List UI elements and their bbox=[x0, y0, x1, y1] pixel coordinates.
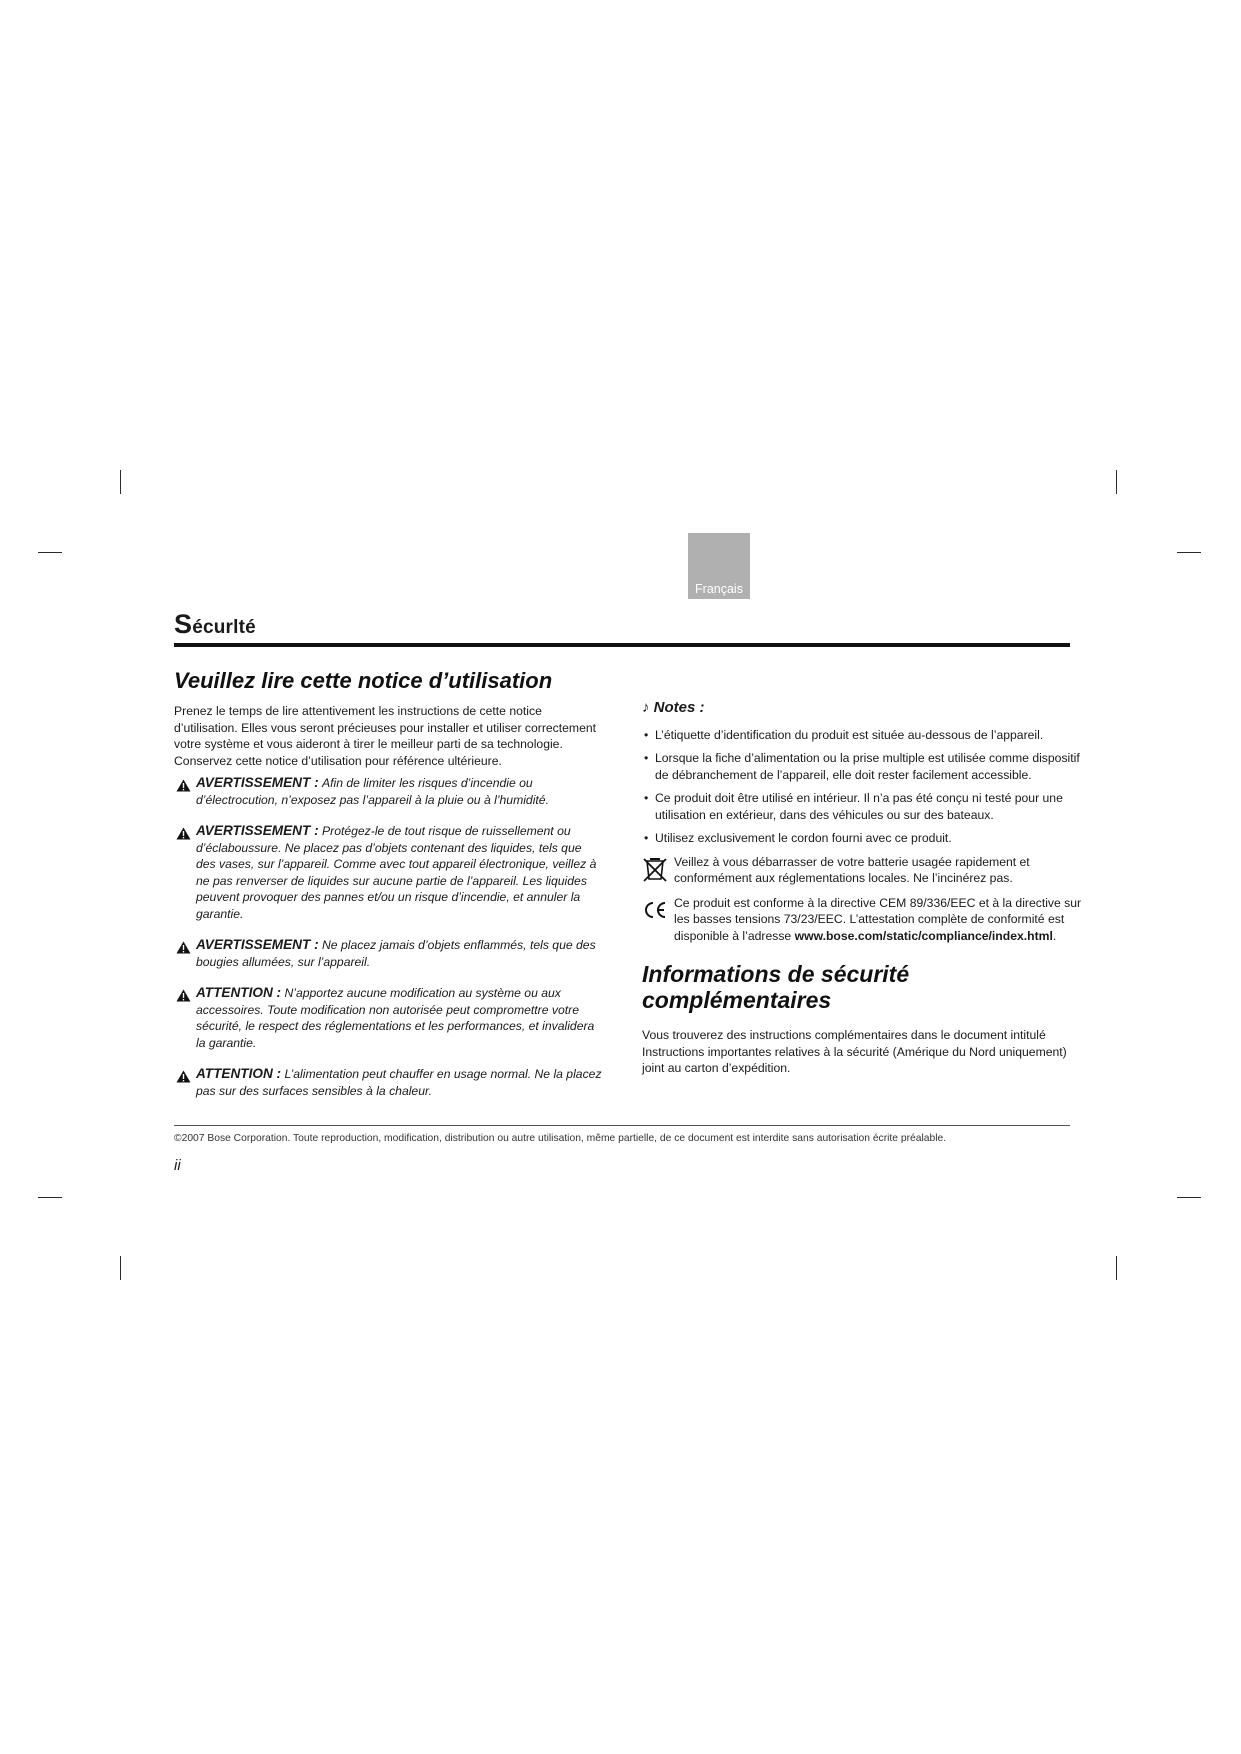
warning-text: Afin de limiter les risques d’incendie ou d’électrocution, n’exposez pas l’appareil à la pluie ou à l’humidité. bbox=[196, 776, 549, 807]
warning-triangle-icon bbox=[176, 941, 191, 954]
main-heading: Veuillez lire cette notice d’utilisation bbox=[174, 668, 553, 693]
note-item: • Ce produit doit être utilisé en intérieur. Il n’a pas été conçu ni testé pour une utilisation en extérieur, dans des véhicules ou sur des bateaux. bbox=[642, 790, 1092, 823]
right-column bbox=[642, 700, 1092, 1077]
warning-triangle-icon bbox=[176, 779, 191, 792]
ce-compliance-suffix: . bbox=[1052, 928, 1057, 943]
copyright-notice: ©2007 Bose Corporation. Toute reproduction, modification, distribution ou autre utilisation, même partielle, de ce document est interdite sans autorisation écrite préalable. bbox=[174, 1133, 947, 1144]
crop-mark-lower-left bbox=[38, 1197, 62, 1198]
warning-label: AVERTISSEMENT : bbox=[196, 823, 319, 838]
warning-triangle-icon bbox=[176, 989, 191, 1002]
warning-1 bbox=[174, 775, 604, 808]
notes-list bbox=[642, 727, 1092, 847]
crossed-out-bin-icon bbox=[642, 855, 668, 883]
battery-disposal-text: Veillez à vous débarrasser de votre batterie usagée rapidement et conformément aux réglementations locales. Ne l’incinérez pas. bbox=[674, 854, 1030, 885]
warning-text: Ne placez jamais d’objets enflammés, tels que des bougies allumées, sur l’appareil. bbox=[196, 938, 596, 969]
crop-mark-upper-left bbox=[38, 552, 62, 553]
warning-label: AVERTISSEMENT : bbox=[196, 775, 319, 790]
notes-heading: ♪ Notes : bbox=[642, 699, 705, 716]
language-tab bbox=[688, 533, 750, 599]
compliance-url[interactable]: www.bose.com/static/compliance/index.html bbox=[794, 928, 1053, 943]
crop-mark-bottom-right bbox=[1116, 1256, 1117, 1280]
section-title: Sécurlté bbox=[174, 609, 256, 639]
additional-info-heading: Informations de sécurité complémentaires bbox=[642, 961, 910, 1013]
intro-paragraph: Prenez le temps de lire attentivement les instructions de cette notice d’utilisation. Elles vous seront précieuses pour installer et utiliser correctement votre système et vous aideront à tirer le meilleur parti de sa technologie. Conservez cette notice d’utilisation pour référence ultérieure. bbox=[174, 704, 597, 768]
page-number: ii bbox=[174, 1157, 181, 1174]
additional-info-text: Vous trouverez des instructions complémentaires dans le document intitulé Instructions importantes relatives à la sécurité (Amérique du Nord uniquement) joint au carton d’expédition. bbox=[642, 1028, 1067, 1075]
warning-2 bbox=[174, 823, 604, 922]
crop-mark-upper-right bbox=[1177, 552, 1201, 553]
left-column bbox=[174, 668, 604, 1114]
note-item: • Lorsque la fiche d’alimentation ou la prise multiple est utilisée comme dispositif de débranchement de l’appareil, elle doit rester facilement accessible. bbox=[642, 750, 1092, 783]
language-tab-label: Français bbox=[695, 582, 743, 596]
warning-label: AVERTISSEMENT : bbox=[196, 937, 319, 952]
note-item: • Utilisez exclusivement le cordon fourni avec ce produit. bbox=[642, 830, 1092, 847]
note-item: • L’étiquette d’identification du produit est située au-dessous de l’appareil. bbox=[642, 727, 1092, 744]
battery-disposal-note bbox=[642, 854, 1092, 887]
footer-rule bbox=[174, 1125, 1070, 1126]
warning-text: Protégez-le de tout risque de ruissellement ou d’éclaboussure. Ne placez pas d’objets contenant des liquides, tels que des vases, sur l’appareil. Comme avec tout appareil électronique, veillez à ne pas renverser de liquides sur aucune partie de l’appareil. Les liquides peuvent provoquer des pannes et/ou un risque d’incendie, et annuler la garantie. bbox=[196, 824, 597, 921]
ce-compliance-text: Ce produit est conforme à la directive CEM 89/336/EEC et à la directive sur les basses tensions 73/23/EEC. L’attestation complète de conformité est disponible à l’adresse bbox=[674, 895, 1082, 943]
ce-mark-icon bbox=[642, 896, 668, 924]
ce-compliance-note bbox=[642, 895, 1092, 945]
caution-label: ATTENTION : bbox=[196, 1066, 282, 1081]
crop-mark-bottom-left bbox=[120, 1256, 121, 1280]
caution-text: L’alimentation peut chauffer en usage normal. Ne la placez pas sur des surfaces sensibles à la chaleur. bbox=[196, 1067, 602, 1098]
title-rule bbox=[174, 643, 1070, 647]
warning-triangle-icon bbox=[176, 827, 191, 840]
crop-mark-top-right bbox=[1116, 470, 1117, 494]
caution-1 bbox=[174, 985, 604, 1051]
caution-2 bbox=[174, 1066, 604, 1099]
crop-mark-top-left bbox=[120, 470, 121, 494]
warning-3 bbox=[174, 937, 604, 970]
caution-label: ATTENTION : bbox=[196, 985, 282, 1000]
caution-text: N’apportez aucune modification au système ou aux accessoires. Toute modification non autorisée peut compromettre votre sécurité, le respect des réglementations et les performances, et invalidera la garantie. bbox=[196, 986, 595, 1050]
warning-triangle-icon bbox=[176, 1070, 191, 1083]
crop-mark-lower-right bbox=[1177, 1197, 1201, 1198]
